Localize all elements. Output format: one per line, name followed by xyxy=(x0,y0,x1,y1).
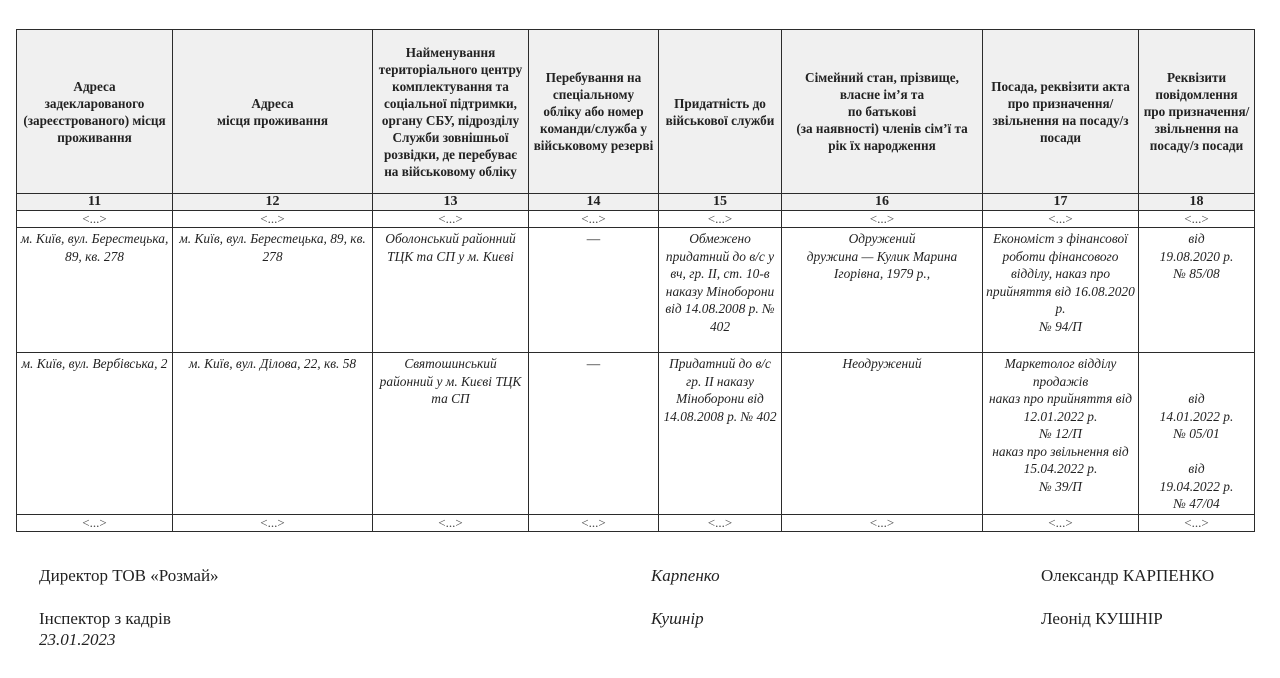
director-name: Олександр КАРПЕНКО xyxy=(1041,566,1215,585)
column-number: 15 xyxy=(659,194,782,211)
omitted-cell: <...> xyxy=(659,515,782,532)
header-family-status: Сімейний стан, прізвище, власне ім’я та по батькові (за наявності) членів сім’ї та рік їх народження xyxy=(782,30,983,194)
header-row xyxy=(17,30,1255,194)
cell-family-status: Неодружений xyxy=(782,353,983,515)
column-number: 14 xyxy=(529,194,659,211)
director-signature: Карпенко xyxy=(651,566,720,585)
inspector-name: Леонід КУШНІР xyxy=(1041,609,1163,628)
omitted-cell: <...> xyxy=(17,211,173,228)
omitted-row xyxy=(17,211,1255,228)
cell-declared-address: м. Київ, вул. Берестецька, 89, кв. 278 xyxy=(17,228,173,353)
inspector-position: Інспектор з кадрів xyxy=(39,609,171,628)
employee-military-register-table xyxy=(16,29,1255,532)
column-number: 18 xyxy=(1139,194,1255,211)
header-military-registration-office: Найменування територіального центру комплектування та соціальної підтримки, органу СБУ, підрозділу Служби зовнішньої розвідки, де перебуває на військовому обліку xyxy=(373,30,529,194)
cell-special-registration: — xyxy=(529,353,659,515)
omitted-cell: <...> xyxy=(17,515,173,532)
cell-notification: від 14.01.2022 р. № 05/01 від 19.04.2022 р. № 47/04 xyxy=(1139,353,1255,515)
cell-special-registration: — xyxy=(529,228,659,353)
inspector-signature: Кушнір xyxy=(651,609,704,628)
director-position: Директор ТОВ «Розмай» xyxy=(39,566,219,585)
cell-notification: від 19.08.2020 р. № 85/08 xyxy=(1139,228,1255,353)
cell-fitness: Обмежено придатний до в/с у вч, гр. II, ст. 10-в наказу Міноборони від 14.08.2008 р. № 402 xyxy=(659,228,782,353)
cell-position-act: Маркетолог відділу продажів наказ про прийняття від 12.01.2022 р. № 12/П наказ про звільнення від 15.04.2022 р. № 39/П xyxy=(983,353,1139,515)
column-numbers-row xyxy=(17,194,1255,211)
cell-family-status: Одружений дружина — Кулик Марина Ігорівна, 1979 р., xyxy=(782,228,983,353)
omitted-row xyxy=(17,515,1255,532)
omitted-cell: <...> xyxy=(173,515,373,532)
omitted-cell: <...> xyxy=(659,211,782,228)
omitted-cell: <...> xyxy=(529,515,659,532)
header-residence-address: Адреса місця проживання xyxy=(173,30,373,194)
cell-declared-address: м. Київ, вул. Вербівська, 2 xyxy=(17,353,173,515)
column-number: 16 xyxy=(782,194,983,211)
table-row xyxy=(17,353,1255,515)
header-special-registration: Перебування на спеціальному обліку або номер команди/служба у військовому резерві xyxy=(529,30,659,194)
cell-residence-address: м. Київ, вул. Ділова, 22, кв. 58 xyxy=(173,353,373,515)
cell-military-office: Оболонський районний ТЦК та СП у м. Києві xyxy=(373,228,529,353)
omitted-cell: <...> xyxy=(373,515,529,532)
omitted-cell: <...> xyxy=(782,515,983,532)
omitted-cell: <...> xyxy=(1139,211,1255,228)
omitted-cell: <...> xyxy=(529,211,659,228)
column-number: 11 xyxy=(17,194,173,211)
header-position-act: Посада, реквізити акта про призначення/ звільнення на посаду/з посади xyxy=(983,30,1139,194)
omitted-cell: <...> xyxy=(782,211,983,228)
omitted-cell: <...> xyxy=(173,211,373,228)
column-number: 13 xyxy=(373,194,529,211)
table-row xyxy=(17,228,1255,353)
omitted-cell: <...> xyxy=(1139,515,1255,532)
header-fitness-for-service: Придатність до військової служби xyxy=(659,30,782,194)
header-declared-address: Адреса задекларованого (зареєстрованого) місця проживання xyxy=(17,30,173,194)
cell-military-office: Святошинський районний у м. Києві ТЦК та СП xyxy=(373,353,529,515)
omitted-cell: <...> xyxy=(983,515,1139,532)
cell-position-act: Економіст з фінансової роботи фінансового відділу, наказ про прийняття від 16.08.2020 р. № 94/П xyxy=(983,228,1139,353)
cell-residence-address: м. Київ, вул. Берестецька, 89, кв. 278 xyxy=(173,228,373,353)
omitted-cell: <...> xyxy=(373,211,529,228)
header-notification-details: Реквізити повідомлення про призначення/ звільнення на посаду/з посади xyxy=(1139,30,1255,194)
column-number: 12 xyxy=(173,194,373,211)
omitted-cell: <...> xyxy=(983,211,1139,228)
cell-fitness: Придатний до в/с гр. II наказу Міноборони від 14.08.2008 р. № 402 xyxy=(659,353,782,515)
column-number: 17 xyxy=(983,194,1139,211)
document-date: 23.01.2023 xyxy=(39,630,116,649)
